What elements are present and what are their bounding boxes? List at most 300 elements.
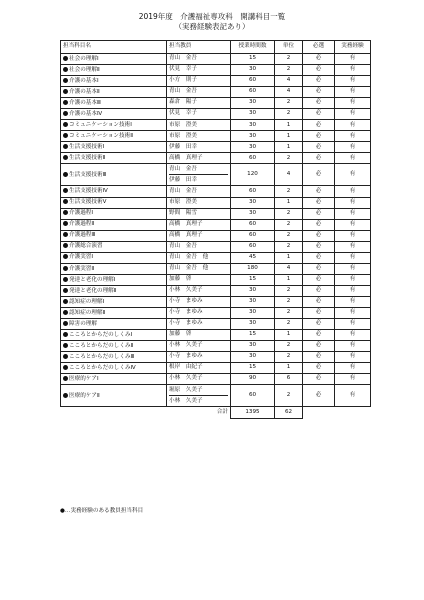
- units-cell: 2: [275, 230, 303, 241]
- units-cell: 1: [275, 142, 303, 153]
- subject-name: 介護実習Ⅱ: [69, 265, 95, 272]
- table-row: [61, 385, 371, 407]
- table-row: [61, 208, 371, 219]
- hours-cell: 60: [231, 241, 275, 252]
- required-cell: 必: [303, 352, 335, 363]
- table-row: [61, 142, 371, 153]
- table-row: [61, 65, 371, 76]
- experience-cell: 有: [335, 54, 371, 65]
- teacher-cell: [167, 252, 231, 263]
- hours-cell: 30: [231, 341, 275, 352]
- table-row: [61, 274, 371, 285]
- teacher-cell: [167, 285, 231, 296]
- teacher-cell: [167, 319, 231, 330]
- experience-marker-icon: [63, 122, 68, 127]
- units-cell: 2: [275, 54, 303, 65]
- subject-name: 生活支援技術Ⅴ: [69, 199, 107, 206]
- experience-cell: 有: [335, 87, 371, 98]
- experience-marker-icon: [63, 111, 68, 116]
- experience-cell: 有: [335, 285, 371, 296]
- required-cell: 必: [303, 296, 335, 307]
- table-row: [61, 131, 371, 142]
- units-cell: 4: [275, 164, 303, 186]
- units-cell: 2: [275, 385, 303, 407]
- teacher-cell: [167, 54, 231, 65]
- teacher-cell: [167, 164, 231, 186]
- table-row: [61, 98, 371, 109]
- teacher-name: 小寺 まゆみ: [169, 353, 203, 360]
- teacher-cell: [167, 263, 231, 274]
- required-cell: 必: [303, 252, 335, 263]
- subject-name: 認知症の理解Ⅰ: [69, 298, 105, 305]
- header-teacher: 担当教員: [167, 41, 231, 54]
- teacher-name: 市原 澄美: [169, 121, 197, 128]
- subject-name: こころとからだのしくみⅡ: [69, 342, 134, 349]
- teacher-name: 青山 金吾: [169, 187, 197, 194]
- hours-cell: 45: [231, 252, 275, 263]
- teacher-cell: [167, 65, 231, 76]
- hours-cell: 60: [231, 385, 275, 407]
- teacher-cell: [167, 142, 231, 153]
- teacher-cell: [167, 274, 231, 285]
- units-cell: 4: [275, 263, 303, 274]
- table-row: [61, 120, 371, 131]
- experience-marker-icon: [63, 100, 68, 105]
- experience-cell: 有: [335, 363, 371, 374]
- experience-marker-icon: [63, 310, 68, 315]
- subject-name: 医療的ケアⅠ: [69, 375, 99, 382]
- subject-name: 社会の理解Ⅱ: [69, 66, 100, 73]
- required-cell: 必: [303, 319, 335, 330]
- subject-name: 介護の基本Ⅱ: [69, 88, 100, 95]
- subject-cell: [61, 230, 167, 241]
- teacher-cell: [167, 219, 231, 230]
- subject-name: 発達と老化の理解Ⅰ: [69, 276, 116, 283]
- total-hours: 1395: [231, 407, 275, 419]
- experience-cell: 有: [335, 252, 371, 263]
- hours-cell: 60: [231, 230, 275, 241]
- required-cell: 必: [303, 363, 335, 374]
- required-cell: 必: [303, 219, 335, 230]
- experience-cell: 有: [335, 98, 371, 109]
- required-cell: 必: [303, 164, 335, 186]
- teacher-cell: [167, 76, 231, 87]
- table-row: [61, 153, 371, 164]
- subject-cell: [61, 363, 167, 374]
- experience-cell: 有: [335, 374, 371, 385]
- required-cell: 必: [303, 54, 335, 65]
- required-cell: 必: [303, 120, 335, 131]
- table-header-row: [61, 41, 371, 54]
- hours-cell: 30: [231, 98, 275, 109]
- teacher-cell: [167, 330, 231, 341]
- experience-cell: 有: [335, 219, 371, 230]
- subject-cell: [61, 285, 167, 296]
- hours-cell: 30: [231, 197, 275, 208]
- teacher-name: 小林 久美子: [169, 375, 203, 382]
- required-cell: 必: [303, 285, 335, 296]
- experience-marker-icon: [63, 188, 68, 193]
- teacher-cell: [167, 87, 231, 98]
- teacher-name: 小寺 まゆみ: [169, 298, 203, 305]
- experience-marker-icon: [63, 67, 68, 72]
- subject-cell: [61, 352, 167, 363]
- header-experience: 実務経験: [335, 41, 371, 54]
- hours-cell: 15: [231, 330, 275, 341]
- subject-name: 介護の基本Ⅰ: [69, 77, 99, 84]
- total-units: 62: [275, 407, 303, 419]
- teacher-cell: [167, 230, 231, 241]
- table-row: [61, 352, 371, 363]
- table-row: [61, 197, 371, 208]
- experience-marker-icon: [63, 277, 68, 282]
- table-row: [61, 285, 371, 296]
- experience-marker-icon: [63, 89, 68, 94]
- teacher-name: 根岸 由紀子: [169, 364, 203, 371]
- experience-marker-icon: [63, 354, 68, 359]
- required-cell: 必: [303, 385, 335, 407]
- experience-cell: 有: [335, 208, 371, 219]
- total-label: 合計: [216, 409, 228, 416]
- subject-cell: [61, 208, 167, 219]
- teacher-cell: [167, 186, 231, 197]
- subject-cell: [61, 153, 167, 164]
- units-cell: 1: [275, 197, 303, 208]
- required-cell: 必: [303, 208, 335, 219]
- hours-cell: 30: [231, 131, 275, 142]
- experience-marker-icon: [63, 210, 68, 215]
- subject-name: 介護の基本Ⅳ: [69, 110, 103, 117]
- teacher-name: 伏見 幸子: [169, 66, 197, 73]
- teacher-name: 青山 金吾: [169, 88, 197, 95]
- units-cell: 2: [275, 285, 303, 296]
- table-row: [61, 374, 371, 385]
- subject-cell: [61, 296, 167, 307]
- course-table: [60, 40, 371, 419]
- teacher-cell: [167, 131, 231, 142]
- table-row: [61, 87, 371, 98]
- subject-cell: [61, 263, 167, 274]
- subject-name: こころとからだのしくみⅠ: [69, 331, 133, 338]
- teacher-name: 伊藤 田幸: [169, 174, 228, 185]
- teacher-name: 高橋 真理子: [169, 154, 203, 161]
- hours-cell: 30: [231, 65, 275, 76]
- experience-cell: 有: [335, 131, 371, 142]
- required-cell: 必: [303, 76, 335, 87]
- experience-marker-icon: [63, 221, 68, 226]
- required-cell: 必: [303, 142, 335, 153]
- units-cell: 2: [275, 109, 303, 120]
- experience-marker-icon: [63, 254, 68, 259]
- subject-cell: [61, 385, 167, 407]
- experience-marker-icon: [63, 56, 68, 61]
- hours-cell: 30: [231, 352, 275, 363]
- subject-cell: [61, 186, 167, 197]
- header-required: 必選: [303, 41, 335, 54]
- table-row: [61, 76, 371, 87]
- experience-marker-icon: [63, 144, 68, 149]
- table-row: [61, 186, 371, 197]
- teacher-name: 伏見 幸子: [169, 110, 197, 117]
- required-cell: 必: [303, 186, 335, 197]
- units-cell: 1: [275, 131, 303, 142]
- teacher-name: 小方 則子: [169, 77, 197, 84]
- subject-cell: [61, 164, 167, 186]
- experience-cell: 有: [335, 274, 371, 285]
- subject-name: 介護過程Ⅰ: [69, 210, 94, 217]
- subject-cell: [61, 98, 167, 109]
- units-cell: 2: [275, 352, 303, 363]
- teacher-cell: [167, 197, 231, 208]
- hours-cell: 30: [231, 120, 275, 131]
- experience-cell: 有: [335, 65, 371, 76]
- table-row: [61, 219, 371, 230]
- table-row: [61, 230, 371, 241]
- table-row: [61, 307, 371, 318]
- units-cell: 1: [275, 120, 303, 131]
- table-row: [61, 109, 371, 120]
- teacher-name: 青山 金吾: [169, 55, 197, 62]
- units-cell: 2: [275, 65, 303, 76]
- teacher-name: 青山 金吾: [169, 242, 197, 249]
- required-cell: 必: [303, 131, 335, 142]
- teacher-name: 野間 陽雪: [169, 209, 197, 216]
- units-cell: 2: [275, 219, 303, 230]
- subject-cell: [61, 341, 167, 352]
- table-row: [61, 252, 371, 263]
- subject-name: 発達と老化の理解Ⅱ: [69, 287, 117, 294]
- experience-marker-icon: [63, 243, 68, 248]
- subject-name: 生活支援技術Ⅰ: [69, 144, 105, 151]
- hours-cell: 15: [231, 363, 275, 374]
- subject-name: コミュニケーション技術Ⅰ: [69, 122, 132, 128]
- units-cell: 1: [275, 252, 303, 263]
- teacher-name: 森倉 陽子: [169, 99, 197, 106]
- teacher-name: 高橋 真理子: [169, 231, 203, 238]
- table-row: [61, 319, 371, 330]
- units-cell: 2: [275, 153, 303, 164]
- experience-cell: 有: [335, 352, 371, 363]
- table-row: [61, 296, 371, 307]
- subject-name: こころとからだのしくみⅣ: [69, 364, 136, 371]
- subject-cell: [61, 65, 167, 76]
- subject-cell: [61, 241, 167, 252]
- required-cell: 必: [303, 197, 335, 208]
- units-cell: 2: [275, 296, 303, 307]
- experience-cell: 有: [335, 164, 371, 186]
- hours-cell: 15: [231, 54, 275, 65]
- units-cell: 2: [275, 319, 303, 330]
- experience-marker-icon: [63, 155, 68, 160]
- hours-cell: 30: [231, 142, 275, 153]
- experience-cell: 有: [335, 186, 371, 197]
- header-subject: 担当科目名: [61, 41, 167, 54]
- experience-cell: 有: [335, 241, 371, 252]
- required-cell: 必: [303, 65, 335, 76]
- teacher-name: 高橋 真理子: [169, 220, 203, 227]
- required-cell: 必: [303, 87, 335, 98]
- subject-cell: [61, 131, 167, 142]
- units-cell: 2: [275, 208, 303, 219]
- experience-marker-icon: [63, 266, 68, 271]
- teacher-name: 堀原 久美子: [169, 387, 203, 394]
- total-row: [61, 407, 371, 419]
- subject-cell: [61, 274, 167, 285]
- hours-cell: 60: [231, 153, 275, 164]
- subject-cell: [61, 307, 167, 318]
- hours-cell: 180: [231, 263, 275, 274]
- experience-marker-icon: [63, 78, 68, 83]
- units-cell: 2: [275, 241, 303, 252]
- document-subtitle: （実務経験表記あり）: [174, 22, 250, 31]
- required-cell: 必: [303, 109, 335, 120]
- experience-cell: 有: [335, 153, 371, 164]
- table-row: [61, 363, 371, 374]
- teacher-name: 加藤 啓: [169, 276, 192, 283]
- required-cell: 必: [303, 263, 335, 274]
- experience-cell: 有: [335, 197, 371, 208]
- units-cell: 2: [275, 98, 303, 109]
- subject-name: コミュニケーション技術Ⅱ: [69, 133, 133, 140]
- teacher-cell: [167, 374, 231, 385]
- experience-marker-icon: [63, 172, 68, 177]
- teacher-name: 市原 澄美: [169, 198, 197, 205]
- teacher-name: 加藤 啓: [169, 331, 192, 338]
- subject-name: 認知症の理解Ⅱ: [69, 309, 106, 316]
- experience-marker-icon: [63, 332, 68, 337]
- teacher-name: 小寺 まゆみ: [169, 320, 203, 327]
- subject-cell: [61, 252, 167, 263]
- units-cell: 2: [275, 341, 303, 352]
- experience-marker-icon: [63, 288, 68, 293]
- experience-cell: 有: [335, 341, 371, 352]
- hours-cell: 30: [231, 208, 275, 219]
- subject-cell: [61, 76, 167, 87]
- teacher-name: 伊藤 田幸: [169, 143, 197, 150]
- units-cell: 4: [275, 76, 303, 87]
- hours-cell: 15: [231, 274, 275, 285]
- experience-cell: 有: [335, 109, 371, 120]
- table-row: [61, 164, 371, 186]
- units-cell: 2: [275, 186, 303, 197]
- required-cell: 必: [303, 153, 335, 164]
- subject-name: 社会の理解Ⅰ: [69, 55, 99, 62]
- teacher-cell: [167, 385, 231, 407]
- teacher-cell: [167, 296, 231, 307]
- teacher-name: 青山 金吾 他: [169, 253, 209, 260]
- teacher-name: 青山 金吾: [169, 166, 197, 173]
- teacher-cell: [167, 307, 231, 318]
- table-row: [61, 330, 371, 341]
- hours-cell: 30: [231, 296, 275, 307]
- teacher-cell: [167, 109, 231, 120]
- subject-cell: [61, 219, 167, 230]
- subject-name: 医療的ケアⅡ: [69, 392, 100, 399]
- subject-name: 生活支援技術Ⅳ: [69, 188, 108, 195]
- subject-name: こころとからだのしくみⅢ: [69, 353, 135, 360]
- teacher-cell: [167, 363, 231, 374]
- subject-name: 介護過程Ⅲ: [69, 232, 96, 239]
- subject-cell: [61, 109, 167, 120]
- experience-marker-icon: [63, 365, 68, 370]
- required-cell: 必: [303, 230, 335, 241]
- experience-cell: 有: [335, 142, 371, 153]
- hours-cell: 30: [231, 109, 275, 120]
- units-cell: 2: [275, 307, 303, 318]
- table-row: [61, 341, 371, 352]
- subject-cell: [61, 197, 167, 208]
- teacher-name: 青山 金吾 他: [169, 265, 209, 272]
- teacher-cell: [167, 120, 231, 131]
- hours-cell: 120: [231, 164, 275, 186]
- subject-name: 介護過程Ⅱ: [69, 221, 95, 228]
- experience-marker-icon: [63, 393, 68, 398]
- teacher-name: 小林 久美子: [169, 342, 203, 349]
- units-cell: 1: [275, 330, 303, 341]
- subject-cell: [61, 374, 167, 385]
- required-cell: 必: [303, 98, 335, 109]
- teacher-name: 小寺 まゆみ: [169, 309, 203, 316]
- hours-cell: 90: [231, 374, 275, 385]
- subject-cell: [61, 330, 167, 341]
- teacher-cell: [167, 352, 231, 363]
- subject-name: 介護総合演習: [69, 243, 103, 250]
- subject-name: 生活支援技術Ⅱ: [69, 155, 106, 162]
- table-row: [61, 54, 371, 65]
- teacher-name: 小林 久美子: [169, 287, 203, 294]
- hours-cell: 60: [231, 76, 275, 87]
- experience-cell: 有: [335, 76, 371, 87]
- experience-cell: 有: [335, 385, 371, 407]
- experience-cell: 有: [335, 330, 371, 341]
- teacher-name: 小林 久美子: [169, 395, 228, 406]
- document-title: 2019年度 介護福祉専攻科 開講科目一覧: [138, 12, 286, 21]
- subject-cell: [61, 142, 167, 153]
- header-units: 単位: [275, 41, 303, 54]
- hours-cell: 30: [231, 307, 275, 318]
- required-cell: 必: [303, 374, 335, 385]
- teacher-cell: [167, 153, 231, 164]
- units-cell: 4: [275, 87, 303, 98]
- subject-name: 介護実習Ⅰ: [69, 254, 94, 261]
- hours-cell: 60: [231, 87, 275, 98]
- teacher-cell: [167, 98, 231, 109]
- hours-cell: 30: [231, 285, 275, 296]
- experience-marker-icon: [63, 232, 68, 237]
- teacher-name: 市原 澄美: [169, 132, 197, 139]
- table-row: [61, 241, 371, 252]
- subject-cell: [61, 87, 167, 98]
- header-hours: 授業時間数: [231, 41, 275, 54]
- experience-marker-icon: [63, 199, 68, 204]
- required-cell: 必: [303, 330, 335, 341]
- teacher-cell: [167, 341, 231, 352]
- experience-marker-icon: [63, 321, 68, 326]
- hours-cell: 60: [231, 186, 275, 197]
- experience-cell: 有: [335, 319, 371, 330]
- units-cell: 6: [275, 374, 303, 385]
- subject-name: 生活支援技術Ⅲ: [69, 171, 107, 178]
- experience-marker-icon: [63, 299, 68, 304]
- experience-cell: 有: [335, 120, 371, 131]
- subject-cell: [61, 120, 167, 131]
- required-cell: 必: [303, 307, 335, 318]
- hours-cell: 30: [231, 319, 275, 330]
- required-cell: 必: [303, 274, 335, 285]
- required-cell: 必: [303, 341, 335, 352]
- experience-cell: 有: [335, 296, 371, 307]
- required-cell: 必: [303, 241, 335, 252]
